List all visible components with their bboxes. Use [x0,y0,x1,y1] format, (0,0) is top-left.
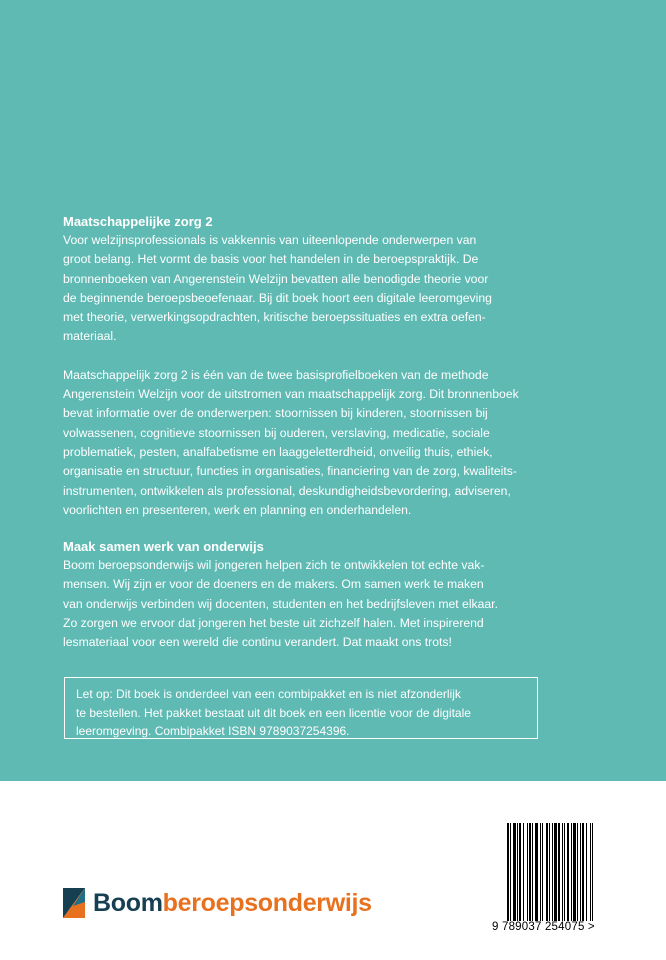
text-line: met theorie, verwerkingsopdrachten, kritische beroepssituaties en extra oefen- [63,310,486,325]
text-line: bevat informatie over de onderwerpen: stoornissen bij kinderen, stoornissen bij [63,406,488,421]
logo-word-beroepsonderwijs: beroepsonderwijs [162,888,372,917]
text-line: volwassenen, cognitieve stoornissen bij ouderen, verslaving, medicatie, sociale [63,425,490,440]
logo-word-boom: Boom [93,888,163,917]
text-line: problematiek, pesten, analfabetisme en laaggeletterdheid, onveilig thuis, ethiek, [63,444,493,459]
section-title: Maak samen werk van onderwijs [63,539,264,555]
text-line: mensen. Wij zijn er voor de doeners en de makers. Om samen werk te maken [63,577,484,592]
back-cover-text [63,212,543,653]
text-line: Maatschappelijk zorg 2 is één van de twee basisprofielboeken van de methode [63,367,489,382]
text-line: van onderwijs verbinden wij docenten, studenten en het bedrijfsleven met elkaar. [63,596,498,611]
text-line: Angerenstein Welzijn voor de uitstromen van maatschappelijk zorg. Dit bronnenboek [63,387,519,402]
text-line: lesmateriaal voor een wereld die continu verandert. Dat maakt ons trots! [63,635,452,650]
text-line: Voor welzijnsprofessionals is vakkennis van uiteenlopende onderwerpen van [63,233,477,247]
barcode-digits: 9 789037 254075 > [492,921,595,933]
text-line: instrumenten, ontwikkelen als professional, deskundigheidsbevordering, adviseren, [63,483,511,498]
text-line: voorlichten en presenteren, werk en planning en onderhandelen. [63,502,412,517]
notice-box [64,677,538,739]
text-line: materiaal. [63,329,117,344]
text-line: organisatie en structuur, functies in organisaties, financiering van de zorg, kwaliteits- [63,464,517,479]
logo-mark-icon [63,888,85,918]
text-line: Zo zorgen we ervoor dat jongeren het beste uit zichzelf halen. Met inspirerend [63,616,484,631]
text-line: Boom beroepsonderwijs wil jongeren helpen zich te ontwikkelen tot echte vak- [63,558,485,573]
text-line: de beginnende beroepsbeoefenaar. Bij dit boek hoort een digitale leeromgeving [63,290,492,305]
publisher-logo [63,886,372,920]
notice-line: leeromgeving. Combipakket ISBN 9789037254396. [76,724,350,738]
barcode-icon [507,823,625,921]
text-line: bronnenboeken van Angerenstein Welzijn bevatten alle benodigde theorie voor [63,271,489,286]
notice-line: Let op: Dit boek is onderdeel van een combipakket en is niet afzonderlijk [76,687,461,701]
text-line: groot belang. Het vormt de basis voor het handelen in de beroepspraktijk. De [63,252,479,267]
notice-line: te bestellen. Het pakket bestaat uit dit boek en een licentie voor de digitale [76,705,471,720]
section-title: Maatschappelijke zorg 2 [63,214,213,229]
